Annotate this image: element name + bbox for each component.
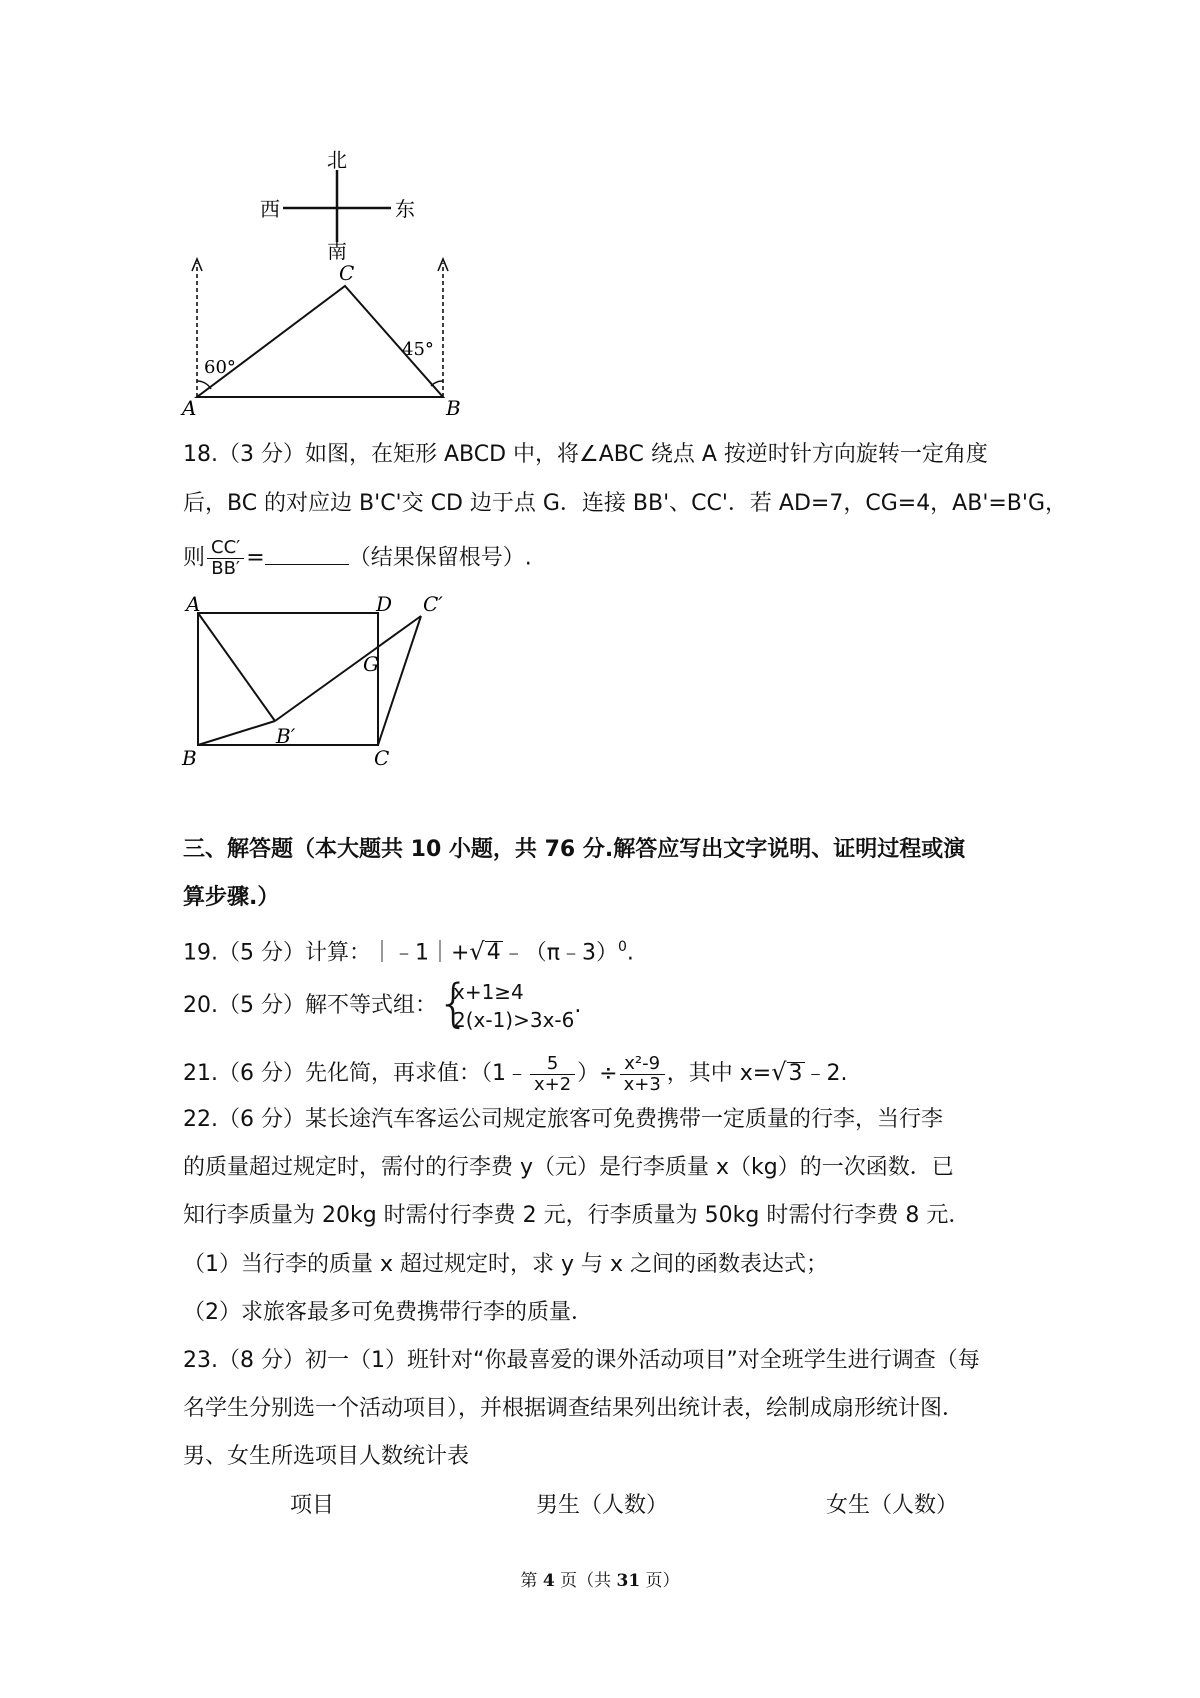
q18-frac-den: BB′ [211,558,241,579]
segment-b-prime-c-prime [275,616,421,721]
table-header-item: 项目 [290,1493,335,1518]
q19-prefix: 19.（5 分）计算：｜﹣1｜+ [183,940,470,966]
label-b: B [182,746,197,770]
bearing-triangle-figure [180,255,470,420]
q21-f2-num: x²-9 [620,1054,665,1075]
q23-line2: 名学生分别选一个活动项目），并根据调查结果列出统计表，绘制成扇形统计图． [183,1396,965,1421]
q23-line1: 23.（8 分）初一（1）班针对“你最喜爱的课外活动项目”对全班学生进行调查（每 [183,1348,980,1373]
label-d: D [376,595,393,616]
q21-radicand: 3 [788,1061,803,1086]
label-c-prime: C′ [423,595,443,616]
label-c: C [339,261,355,285]
section3-heading-line1: 三、解答题（本大题共 10 小题，共 76 分.解答应写出文字说明、证明过程或演 [183,837,966,862]
q18-fraction [207,538,244,579]
compass-north: 北 [327,150,347,172]
q18-frac-num: CC′ [207,538,244,559]
compass-west: 西 [260,197,280,221]
rectangle-figure [180,595,460,770]
brace-icon: { [436,974,471,1034]
q18-answer-blank[interactable] [265,542,349,565]
q19-rest: ﹣（π﹣3） [502,940,618,966]
q21-fraction1 [530,1054,575,1095]
q20-ineq1: x+1≥4 [452,980,524,1004]
label-b-prime: B′ [276,724,296,748]
sqrt-icon: √ [771,1058,787,1086]
q18-line3 [183,538,532,579]
footer-suffix: 页） [640,1571,680,1591]
q21-fraction2 [620,1054,665,1095]
footer-middle: 页（共 [554,1571,617,1591]
q21-end: ﹣2. [804,1061,848,1086]
q21-prefix: 21.（6 分）先化简，再求值：（1﹣ [183,1061,528,1086]
page-footer [0,1566,1200,1591]
compass-figure [255,150,425,260]
label-c: C [374,746,390,770]
q21-f2-den: x+3 [623,1073,661,1095]
q20-end: . [574,993,582,1018]
q18-line1: 18.（3 分）如图，在矩形 ABCD 中，将∠ABC 绕点 A 按逆时针方向旋转一定角度 [183,442,988,467]
table-header-girls: 女生（人数） [826,1493,959,1518]
q18-prefix: 则 [183,545,206,571]
q18-line2: 后，BC 的对应边 B'C'交 CD 边于点 G．连接 BB'、CC'．若 AD=7，CG=4，AB'=B'G， [183,491,1067,516]
q18-equals: = [246,545,265,571]
q21-f1-den: x+2 [533,1073,572,1095]
compass-east: 东 [395,197,415,221]
q19-exponent: 0 [617,939,627,955]
table-header-boys: 男生（人数） [536,1493,669,1518]
segment-ab-prime [198,613,275,721]
label-a: A [182,396,197,420]
q21-f1-num: 5 [530,1054,575,1075]
footer-page-number: 4 [542,1571,555,1591]
q20 [183,974,582,1034]
q21-tail: ，其中 x= [666,1061,772,1086]
sqrt-icon: √ [469,937,485,966]
compass-south: 南 [327,239,347,260]
q22-line2: 的质量超过规定时，需付的行李费 y（元）是行李质量 x（kg）的一次函数．已 [183,1155,954,1180]
q22-sub2: （2）求旅客最多可免费携带行李的质量． [183,1300,593,1325]
q22-sub1: （1）当行李的质量 x 超过规定时，求 y 与 x 之间的函数表达式； [183,1252,829,1277]
label-b: B [446,396,461,420]
q18-suffix: （结果保留根号）. [348,545,532,571]
section3-heading-line2: 算步骤.） [183,885,280,910]
label-a: A [186,595,201,616]
segment-bb-prime [198,721,275,745]
angle-label-45: 45° [402,339,434,360]
q23-table-title: 男、女生所选项目人数统计表 [183,1444,470,1469]
q21-mid: ）÷ [577,1061,618,1086]
q22-line3: 知行李质量为 20kg 时需付行李费 2 元，行李质量为 50kg 时需付行李费 8 元． [183,1203,971,1228]
angle-label-60: 60° [204,357,236,378]
q20-ineq2: 2(x-1)>3x-6 [452,1008,575,1032]
q22-line1: 22.（6 分）某长途汽车客运公司规定旅客可免费携带一定质量的行李，当行李 [183,1107,943,1132]
q20-prefix: 20.（5 分）解不等式组： [183,993,437,1018]
q19-radicand: 4 [486,940,501,966]
label-g: G [363,652,379,676]
footer-prefix: 第 [520,1571,543,1591]
q19-end: . [626,940,634,966]
segment-cc-prime [378,616,421,745]
q20-system [436,974,575,1034]
q19 [183,932,634,968]
q21 [183,1048,848,1098]
footer-total-pages: 31 [616,1571,641,1591]
